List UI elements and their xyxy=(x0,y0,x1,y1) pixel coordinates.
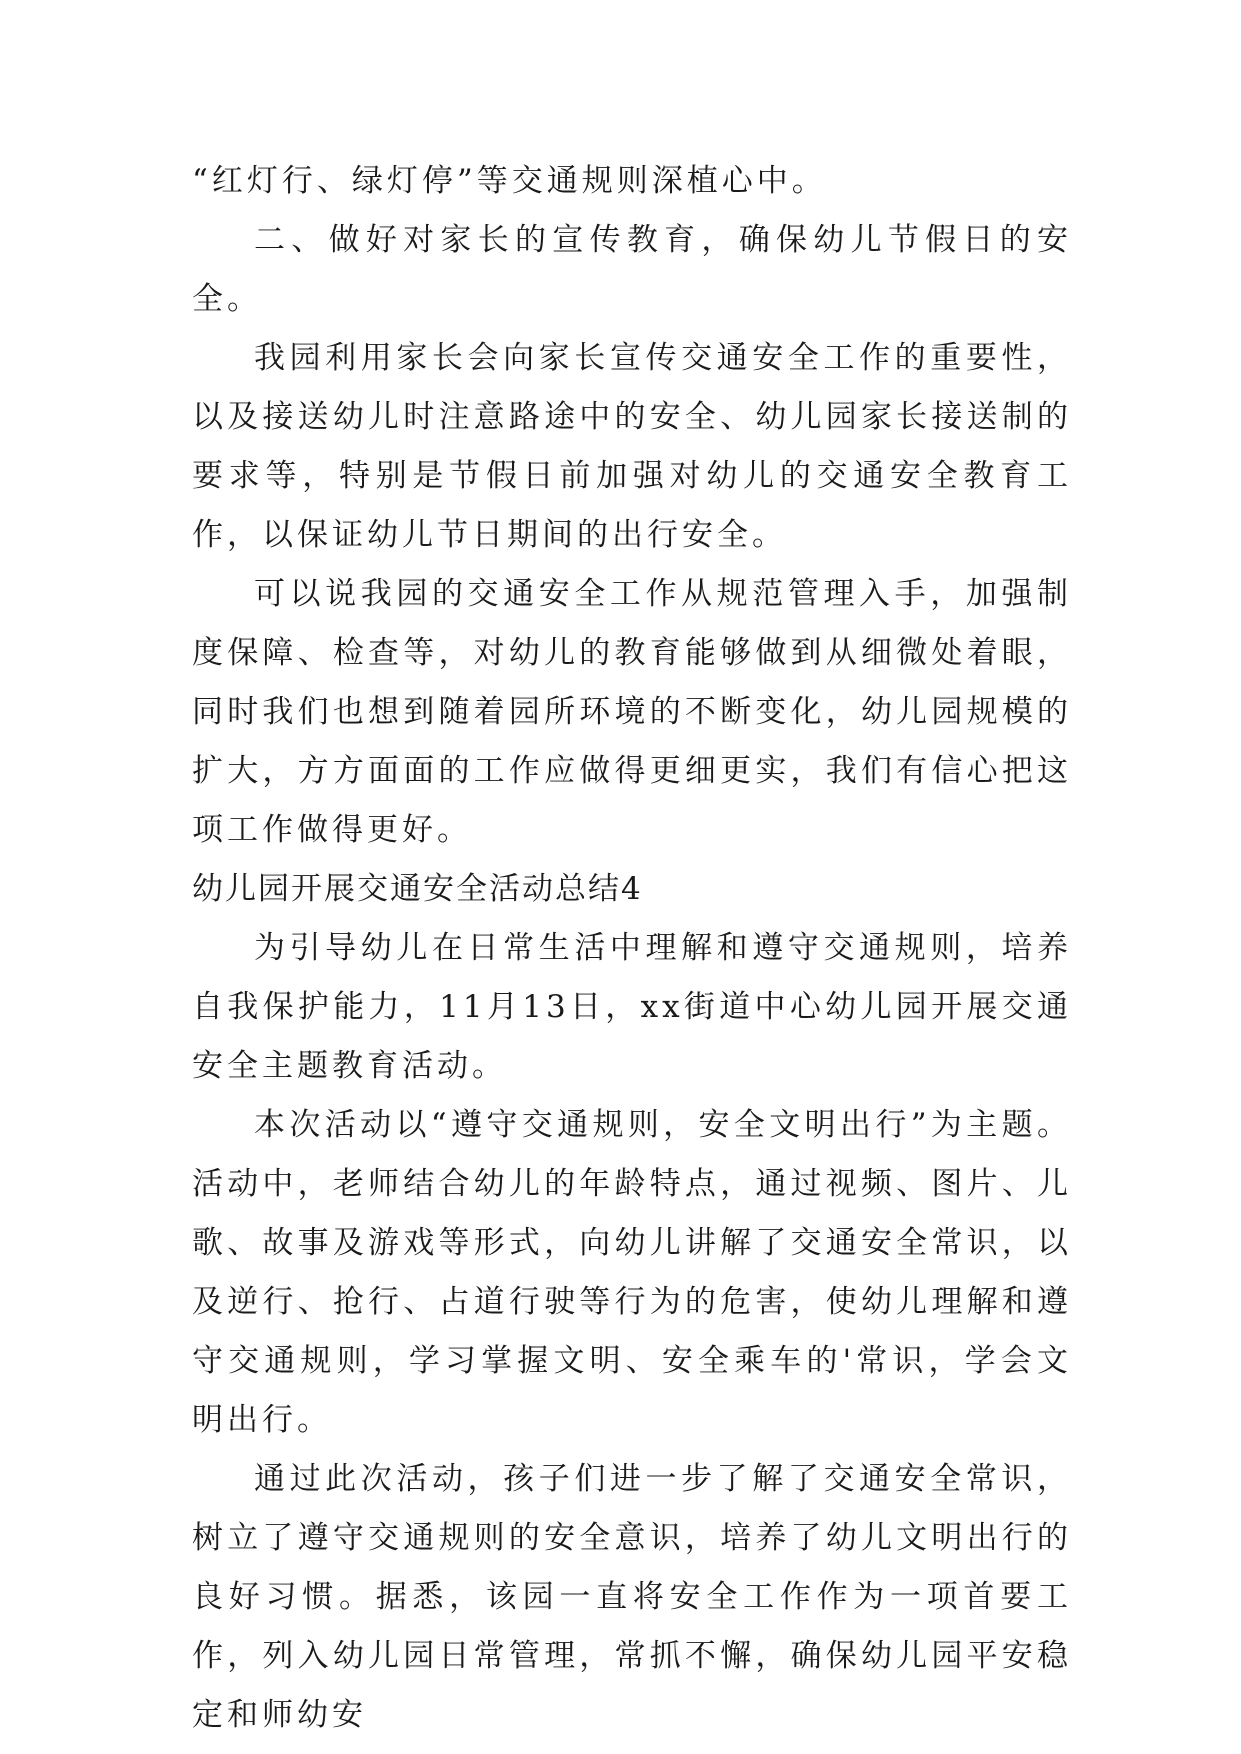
paragraph-summary-conclusion: 可以说我园的交通安全工作从规范管理入手，加强制度保障、检查等，对幼儿的教育能够做到从细微处着眼，同时我们也想到随着园所环境的不断变化，幼儿园规模的扩大，方方面面的工作应做得更细更实，我们有信心把这项工作做得更好。 xyxy=(192,576,1072,848)
paragraph-continuation: “红灯行、绿灯停”等交通规则深植心中。 xyxy=(192,163,827,199)
paragraph-section-two: 二、做好对家长的宣传教育，确保幼儿节假日的安全。 xyxy=(192,222,1072,317)
section-heading: 幼儿园开展交通安全活动总结4 xyxy=(192,871,643,907)
document-body xyxy=(192,152,1072,1745)
paragraph-activity-intro: 为引导幼儿在日常生活中理解和遵守交通规则，培养自我保护能力，11月13日，xx街道中心幼儿园开展交通安全主题教育活动。 xyxy=(192,930,1072,1084)
paragraph-activity-result: 通过此次活动，孩子们进一步了解了交通安全常识，树立了遵守交通规则的安全意识，培养了幼儿文明出行的良好习惯。据悉，该园一直将安全工作作为一项首要工作，列入幼儿园日常管理，常抓不懈，确保幼儿园平安稳定和师幼安 xyxy=(192,1461,1072,1733)
paragraph-activity-theme: 本次活动以“遵守交通规则，安全文明出行”为主题。活动中，老师结合幼儿的年龄特点，通过视频、图片、儿歌、故事及游戏等形式，向幼儿讲解了交通安全常识，以及逆行、抢行、占道行驶等行为的危害，使幼儿理解和遵守交通规则，学习掌握文明、安全乘车的'常识，学会文明出行。 xyxy=(192,1107,1072,1438)
paragraph-parent-education: 我园利用家长会向家长宣传交通安全工作的重要性，以及接送幼儿时注意路途中的安全、幼儿园家长接送制的要求等，特别是节假日前加强对幼儿的交通安全教育工作，以保证幼儿节日期间的出行安全。 xyxy=(192,340,1072,553)
